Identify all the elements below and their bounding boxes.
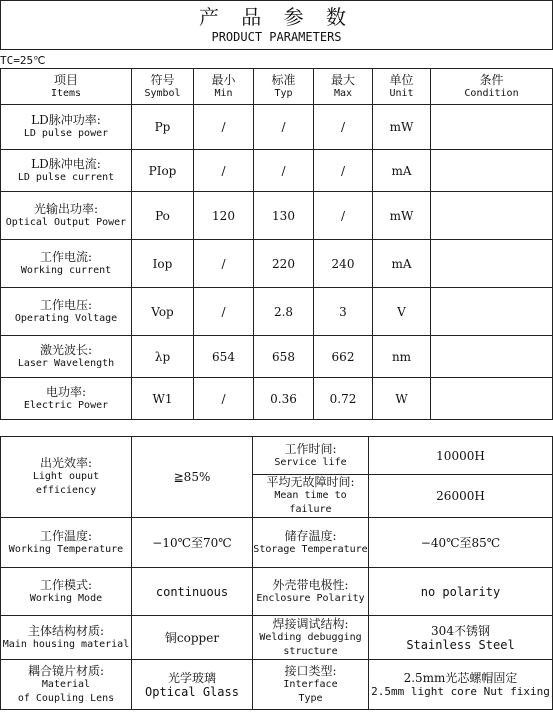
work-mode-value: continuous (132, 568, 253, 616)
table-cell (431, 336, 553, 378)
table-cell (431, 288, 553, 336)
table-cell: 工作电流: Working current (1, 240, 132, 288)
table-cell: 光输出功率: Optical Output Power (1, 192, 132, 240)
header-symbol: 符号 Symbol (132, 69, 194, 105)
welding-value: 304不锈钢 Stainless Steel (369, 616, 553, 660)
table-row (1, 616, 553, 660)
header-typ: 标准 Typ (254, 69, 314, 105)
efficiency-value: ≧85% (132, 437, 253, 518)
table-cell: / (314, 192, 373, 240)
mttf-value: 26000H (369, 475, 553, 518)
table-cell: 0.36 (254, 378, 314, 420)
table-cell (431, 105, 553, 150)
service-life-value: 10000H (369, 437, 553, 475)
table-row (1, 240, 553, 288)
spec-table (0, 436, 553, 710)
efficiency-label: 出光效率: Light ouput efficiency (1, 437, 132, 518)
table-cell: mW (373, 105, 431, 150)
mttf-label: 平均无故障时间: Mean time to failure (253, 475, 369, 518)
table-cell: / (314, 105, 373, 150)
table-cell (431, 240, 553, 288)
table-cell: / (254, 150, 314, 192)
table-cell: 0.72 (314, 378, 373, 420)
table-cell: 2.8 (254, 288, 314, 336)
table-cell: Vop (132, 288, 194, 336)
table-row (1, 336, 553, 378)
storage-temp-value: −40℃至85℃ (369, 518, 553, 568)
table-cell: Po (132, 192, 194, 240)
table-row (1, 150, 553, 192)
work-mode-label: 工作模式: Working Mode (1, 568, 132, 616)
table-cell: 654 (194, 336, 254, 378)
table-cell: mA (373, 150, 431, 192)
table-row (1, 518, 553, 568)
table-cell: / (194, 105, 254, 150)
table-cell: LD脉冲功率: LD pulse power (1, 105, 132, 150)
table-cell: / (194, 240, 254, 288)
header-unit: 单位 Unit (373, 69, 431, 105)
title-en: PRODUCT PARAMETERS (211, 30, 342, 44)
table-row (1, 660, 553, 710)
table-cell: LD脉冲电流: LD pulse current (1, 150, 132, 192)
housing-label: 主体结构材质: Main housing material (1, 616, 132, 660)
test-condition: TC=25℃ (0, 54, 46, 67)
table-row (1, 437, 553, 475)
table-cell: 工作电压: Operating Voltage (1, 288, 132, 336)
table-cell (431, 378, 553, 420)
table-cell: 658 (254, 336, 314, 378)
table-cell: 电功率: Electric Power (1, 378, 132, 420)
table-cell (431, 150, 553, 192)
table-cell: W (373, 378, 431, 420)
table-cell: λp (132, 336, 194, 378)
title-zh: 产 品 参 数 (198, 5, 355, 29)
header-max: 最大 Max (314, 69, 373, 105)
work-temp-label: 工作温度: Working Temperature (1, 518, 132, 568)
table-cell (431, 192, 553, 240)
header-condition: 条件 Condition (431, 69, 553, 105)
table-cell: Iop (132, 240, 194, 288)
parameter-table (0, 68, 553, 420)
table-cell: 120 (194, 192, 254, 240)
table-cell: mA (373, 240, 431, 288)
table-cell: 240 (314, 240, 373, 288)
header-min: 最小 Min (194, 69, 254, 105)
lens-label: 耦合镜片材质: Material of Coupling Lens (1, 660, 132, 710)
storage-temp-label: 储存温度: Storage Temperature (253, 518, 369, 568)
table-cell: / (254, 105, 314, 150)
table-header-row (1, 69, 553, 105)
table-row (1, 105, 553, 150)
table-cell: 662 (314, 336, 373, 378)
table-cell: mW (373, 192, 431, 240)
lens-value: 光学玻璃 Optical Glass (132, 660, 253, 710)
table-cell: 130 (254, 192, 314, 240)
title-box (0, 0, 553, 50)
table-cell: 3 (314, 288, 373, 336)
table-cell: Pp (132, 105, 194, 150)
interface-label: 接口类型: Interface Type (253, 660, 369, 710)
table-cell: nm (373, 336, 431, 378)
table-row (1, 378, 553, 420)
table-cell: / (194, 378, 254, 420)
table-row (1, 288, 553, 336)
table-row (1, 568, 553, 616)
interface-value: 2.5mm光芯螺帽固定 2.5mm light core Nut fixing (369, 660, 553, 710)
table-cell: 激光波长: Laser Wavelength (1, 336, 132, 378)
table-cell: W1 (132, 378, 194, 420)
header-items: 项目 Items (1, 69, 132, 105)
table-cell: / (314, 150, 373, 192)
table-cell: V (373, 288, 431, 336)
table-cell: PIop (132, 150, 194, 192)
polarity-value: no polarity (369, 568, 553, 616)
table-cell: / (194, 150, 254, 192)
service-life-label: 工作时间: Service life (253, 437, 369, 475)
housing-value: 铜copper (132, 616, 253, 660)
polarity-label: 外壳带电极性: Enclosure Polarity (253, 568, 369, 616)
work-temp-value: −10℃至70℃ (132, 518, 253, 568)
table-row (1, 192, 553, 240)
welding-label: 焊接调试结构: Welding debugging structure (253, 616, 369, 660)
table-cell: 220 (254, 240, 314, 288)
table-cell: / (194, 288, 254, 336)
